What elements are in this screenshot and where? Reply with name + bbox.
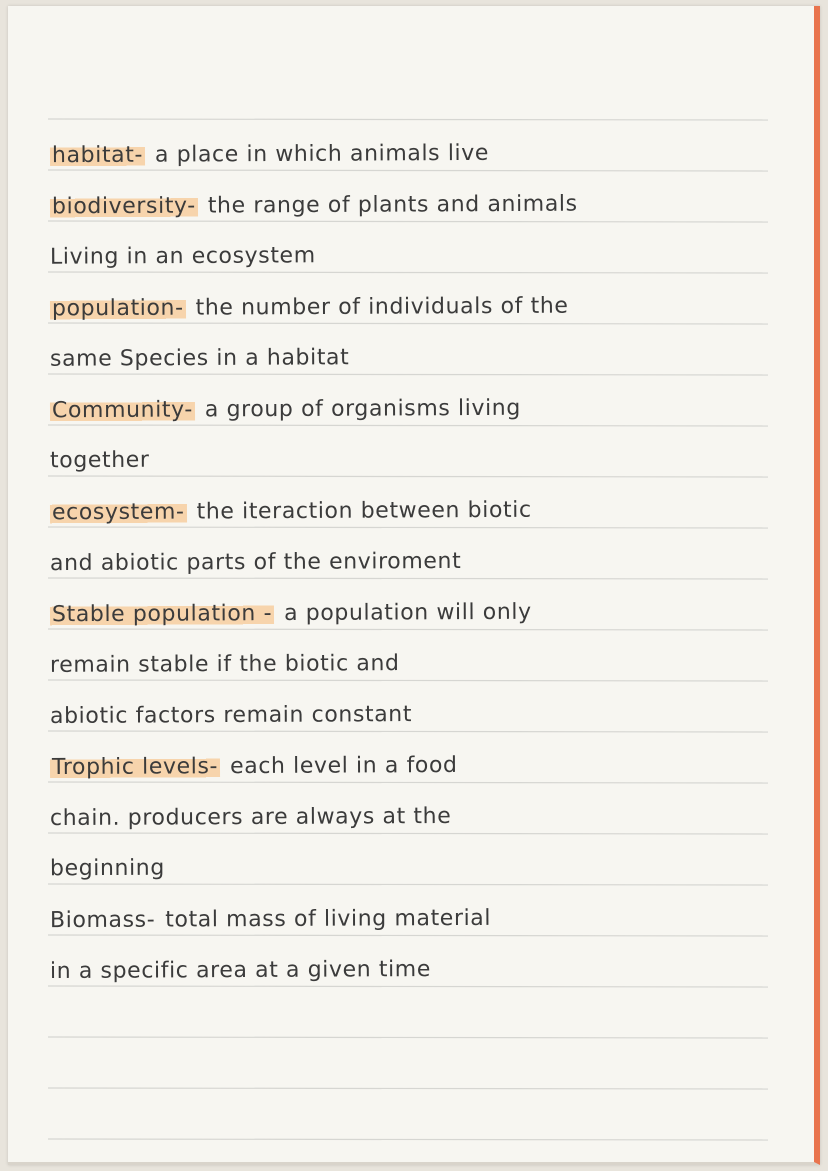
definition-text: remain stable if the biotic and [49,651,400,678]
note-line [50,549,461,576]
ruled-lines [8,6,814,1162]
definition-text: chain. producers are always at the [49,803,452,832]
definition-text: a population will only [284,599,532,627]
note-line [50,856,165,882]
definition-text: each level in a food [229,752,458,780]
note-line [50,294,569,322]
definition-text: a group of organisms living [204,395,521,423]
note-line [50,448,150,474]
definition-text: in a specific area at a given time [49,957,432,984]
note-line [50,600,532,628]
term-habitat: habitat- [51,142,144,169]
definition-text: Living in an ecosystem [49,243,316,270]
definition-text: abiotic factors remain constant [49,702,413,729]
definition-text: the iteraction between biotic [196,497,532,525]
definition-text: beginning [49,855,165,882]
note-line [50,345,349,372]
notebook-page [8,6,820,1165]
note-line [50,498,532,526]
definition-text: the range of plants and animals [207,191,578,219]
note-line [50,396,521,423]
note-line [50,702,412,729]
note-line [50,243,316,269]
definition-text: same Species in a habitat [49,345,350,372]
note-line [50,804,451,831]
definition-text: total mass of living material [165,905,492,933]
note-line [50,141,489,168]
note-line [50,651,400,678]
term-trophic-levels: Trophic levels- [51,754,219,781]
definition-text: together [49,447,150,474]
term-biomass: Biomass- [49,907,156,934]
term-stable-population: Stable population - [51,601,273,628]
note-line [50,192,578,220]
term-biodiversity: biodiversity- [51,193,196,220]
term-community: Community- [51,397,193,424]
note-line [50,906,491,933]
term-ecosystem: ecosystem- [51,499,185,526]
definition-text: the number of individuals of the [195,293,569,321]
definition-text: and abiotic parts of the enviroment [49,548,462,577]
note-line [50,753,458,780]
note-line [50,957,431,984]
definition-text: a place in which animals live [154,140,490,168]
term-population: population- [51,295,184,322]
